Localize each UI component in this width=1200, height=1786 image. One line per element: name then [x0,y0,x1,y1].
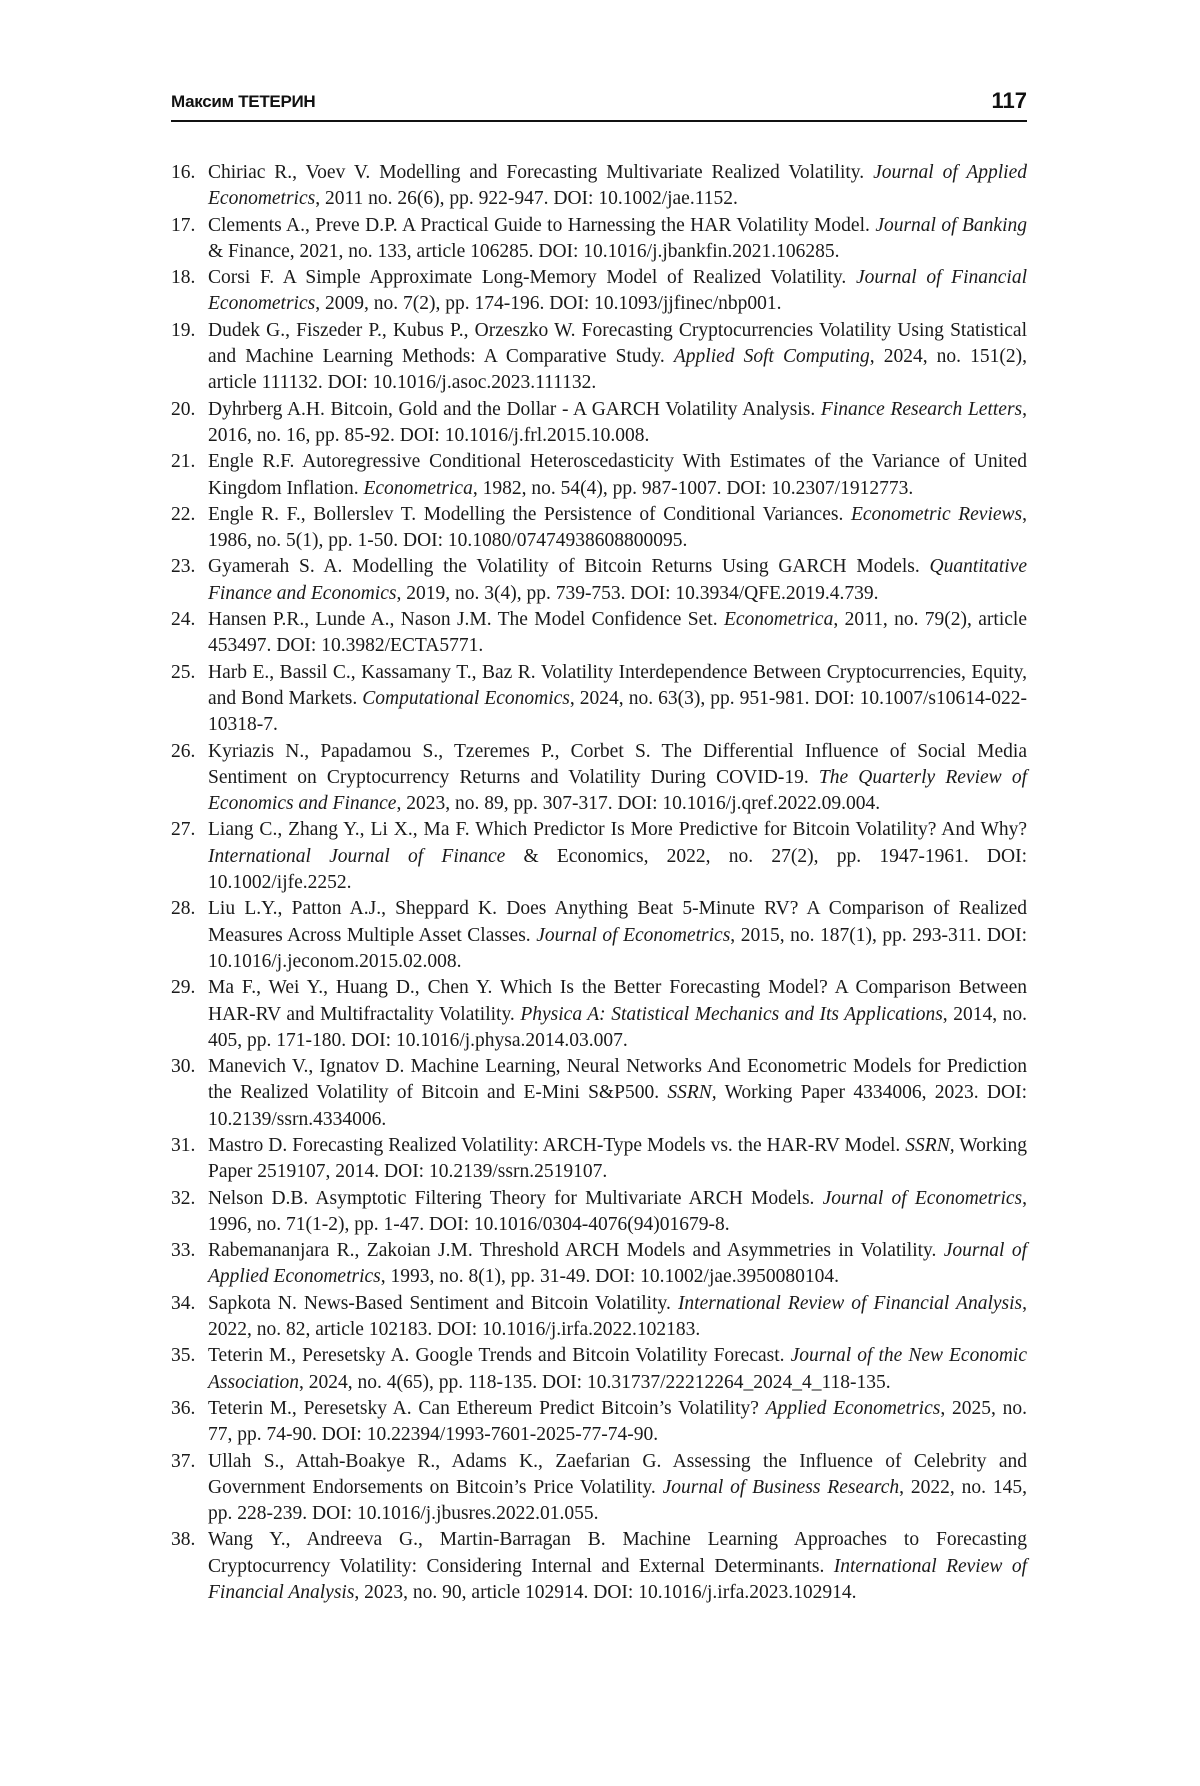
reference-text [208,397,1027,450]
reference-text [208,1449,1027,1528]
reference-text [208,607,1027,660]
reference-number: 33. [171,1238,208,1291]
reference-details: , 2024, no. 63(3), pp. 951-981. DOI: 10.1007/s10614-022-10318-7. [208,688,1027,735]
reference-details: , 2019, no. 3(4), pp. 739-753. DOI: 10.3934/QFE.2019.4.739. [396,583,878,604]
reference-details: , 2014, no. 405, pp. 171-180. DOI: 10.1016/j.physa.2014.03.007. [208,1004,1027,1051]
reference-authors-title: Wang Y., Andreeva G., Martin-Barragan B. Machine Learning Approaches to Forecasting Cryptocurrency Volatility: Considering Internal and External Determinants. [208,1529,1027,1576]
reference-details: , 1993, no. 8(1), pp. 31-49. DOI: 10.1002/jae.3950080104. [381,1266,839,1287]
reference-details: , 2023, no. 90, article 102914. DOI: 10.1016/j.irfa.2023.102914. [354,1582,856,1603]
reference-text [208,739,1027,818]
reference-authors-title: Clements A., Preve D.P. A Practical Guide to Harnessing the HAR Volatility Model. [208,215,875,236]
reference-item [171,817,1027,896]
reference-details: , 2022, no. 82, article 102183. DOI: 10.1016/j.irfa.2022.102183. [208,1293,1027,1340]
reference-text [208,554,1027,607]
reference-number: 17. [171,213,208,266]
reference-authors-title: Ullah S., Attah-Boakye R., Adams K., Zaefarian G. Assessing the Influence of Celebrity and Government Endorsements on Bitcoin’s Price Volatility. [208,1451,1027,1498]
reference-authors-title: Dudek G., Fiszeder P., Kubus P., Orzeszko W. Forecasting Cryptocurrencies Volatility Using Statistical and Machine Learning Methods: A Comparative Study. [208,320,1027,367]
running-head-author: Максим ТЕТЕРИН [171,92,315,112]
reference-source: Applied Econometrics [766,1398,941,1419]
reference-text [208,502,1027,555]
reference-source: Applied Soft Computing [674,346,870,367]
reference-item [171,1527,1027,1606]
reference-details: , 1996, no. 71(1-2), pp. 1-47. DOI: 10.1016/0304-4076(94)01679-8. [208,1188,1027,1235]
reference-authors-title: Sapkota N. News-Based Sentiment and Bitcoin Volatility. [208,1293,678,1314]
reference-text [208,1396,1027,1449]
reference-details: Working Paper 2519107, 2014. DOI: 10.2139/ssrn.2519107. [208,1135,1027,1182]
reference-number: 28. [171,896,208,975]
reference-source: International Review of Financial Analysis [208,1556,1027,1603]
reference-item [171,265,1027,318]
reference-authors-title: Liu L.Y., Patton A.J., Sheppard K. Does Anything Beat 5-Minute RV? A Comparison of Realized Measures Across Multiple Asset Classes. [208,898,1027,945]
reference-number: 23. [171,554,208,607]
reference-item [171,896,1027,975]
reference-text [208,896,1027,975]
reference-text [208,1291,1027,1344]
reference-item [171,213,1027,266]
reference-text [208,213,1027,266]
reference-authors-title: Rabemananjara R., Zakoian J.M. Threshold ARCH Models and Asymmetries in Volatility. [208,1240,944,1261]
reference-details: , 1986, no. 5(1), pp. 1-50. DOI: 10.1080/07474938608800095. [208,504,1027,551]
reference-authors-title: Kyriazis N., Papadamou S., Tzeremes P., Corbet S. The Differential Influence of Social Media Sentiment on Cryptocurrency Returns and Volatility During COVID-19. [208,741,1027,788]
reference-text [208,1527,1027,1606]
reference-number: 36. [171,1396,208,1449]
reference-details: , 2009, no. 7(2), pp. 174-196. DOI: 10.1093/jjfinec/nbp001. [315,293,781,314]
reference-number: 22. [171,502,208,555]
reference-source: Econometric Reviews [851,504,1022,525]
reference-details: , 2024, no. 4(65), pp. 118-135. DOI: 10.31737/22212264_2024_4_118-135. [299,1372,891,1393]
reference-number: 32. [171,1186,208,1239]
reference-text [208,1133,1027,1186]
reference-text [208,1054,1027,1133]
reference-source: International Journal of Finance [208,846,505,867]
reference-text [208,160,1027,213]
reference-source: Journal of Applied Econometrics [208,162,1027,209]
reference-source: Journal of the New Economic Association [208,1345,1027,1392]
reference-authors-title: Harb E., Bassil C., Kassamany T., Baz R. Volatility Interdependence Between Cryptocurrencies, Equity, and Bond Markets. [208,662,1027,709]
reference-item [171,607,1027,660]
reference-item [171,975,1027,1054]
reference-authors-title: Engle R. F., Bollerslev T. Modelling the Persistence of Conditional Variances. [208,504,851,525]
reference-source: SSRN, [905,1135,954,1156]
reference-authors-title: Teterin M., Peresetsky A. Google Trends and Bitcoin Volatility Forecast. [208,1345,791,1366]
reference-number: 18. [171,265,208,318]
reference-number: 21. [171,449,208,502]
reference-text [208,817,1027,896]
reference-authors-title: Corsi F. A Simple Approximate Long-Memory Model of Realized Volatility. [208,267,856,288]
reference-item [171,1054,1027,1133]
reference-item [171,318,1027,397]
reference-text [208,318,1027,397]
reference-item [171,502,1027,555]
reference-item [171,660,1027,739]
reference-details: Working Paper 4334006, 2023. DOI: 10.2139/ssrn.4334006. [208,1082,1027,1129]
reference-item [171,554,1027,607]
reference-source: Journal of Banking [875,215,1027,236]
reference-authors-title: Chiriac R., Voev V. Modelling and Forecasting Multivariate Realized Volatility. [208,162,873,183]
page-number: 117 [992,88,1028,114]
reference-number: 24. [171,607,208,660]
reference-source: Quantitative Finance and Economics [208,556,1027,603]
reference-item [171,739,1027,818]
reference-authors-title: Hansen P.R., Lunde A., Nason J.M. The Model Confidence Set. [208,609,724,630]
reference-details: & Finance, 2021, no. 133, article 106285. DOI: 10.1016/j.jbankfin.2021.106285. [208,241,840,262]
reference-details: , 1982, no. 54(4), pp. 987-1007. DOI: 10.2307/1912773. [473,478,913,499]
reference-item [171,1449,1027,1528]
reference-item [171,1186,1027,1239]
reference-number: 19. [171,318,208,397]
reference-source: Journal of Financial Econometrics [208,267,1027,314]
reference-number: 29. [171,975,208,1054]
reference-number: 25. [171,660,208,739]
reference-details: , 2023, no. 89, pp. 307-317. DOI: 10.1016/j.qref.2022.09.004. [396,793,880,814]
reference-item [171,1396,1027,1449]
page-header [171,88,1027,122]
reference-authors-title: Teterin M., Peresetsky A. Can Ethereum Predict Bitcoin’s Volatility? [208,1398,766,1419]
reference-source: The Quarterly Review of Economics and Finance [208,767,1027,814]
reference-number: 16. [171,160,208,213]
reference-details: , 2025, no. 77, pp. 74-90. DOI: 10.22394/1993-7601-2025-77-74-90. [208,1398,1027,1445]
reference-item [171,1343,1027,1396]
reference-authors-title: Gyamerah S. A. Modelling the Volatility of Bitcoin Returns Using GARCH Models. [208,556,930,577]
reference-number: 26. [171,739,208,818]
reference-details: , 2011 no. 26(6), pp. 922-947. DOI: 10.1002/jae.1152. [315,188,738,209]
reference-text [208,1186,1027,1239]
reference-authors-title: Liang C., Zhang Y., Li X., Ma F. Which Predictor Is More Predictive for Bitcoin Volatility? And Why? [208,819,1027,840]
reference-authors-title: Engle R.F. Autoregressive Conditional Heteroscedasticity With Estimates of the Variance of United Kingdom Inflation. [208,451,1027,498]
reference-text [208,1238,1027,1291]
reference-text [208,449,1027,502]
reference-source: SSRN, [667,1082,716,1103]
reference-authors-title: Dyhrberg A.H. Bitcoin, Gold and the Dollar - A GARCH Volatility Analysis. [208,399,821,420]
reference-text [208,660,1027,739]
reference-item [171,397,1027,450]
reference-number: 37. [171,1449,208,1528]
reference-number: 35. [171,1343,208,1396]
reference-source: International Review of Financial Analysis [678,1293,1022,1314]
reference-source: Journal of Econometrics [823,1188,1022,1209]
reference-source: Physica A: Statistical Mechanics and Its Applications [520,1004,942,1025]
reference-list [171,160,1027,1606]
reference-item [171,1133,1027,1186]
reference-source: Econometrica [724,609,833,630]
reference-details: , 2024, no. 151(2), article 111132. DOI: 10.1016/j.asoc.2023.111132. [208,346,1027,393]
reference-details: , 2015, no. 187(1), pp. 293-311. DOI: 10.1016/j.jeconom.2015.02.008. [208,925,1027,972]
reference-source: Journal of Econometrics [536,925,730,946]
reference-authors-title: Manevich V., Ignatov D. Machine Learning, Neural Networks And Econometric Models for Prediction the Realized Volatility of Bitcoin and E-Mini S&P500. [208,1056,1027,1103]
reference-number: 30. [171,1054,208,1133]
reference-item [171,1238,1027,1291]
reference-source: Journal of Applied Econometrics [208,1240,1027,1287]
reference-details: , 2016, no. 16, pp. 85-92. DOI: 10.1016/j.frl.2015.10.008. [208,399,1027,446]
reference-source: Econometrica [363,478,472,499]
reference-number: 20. [171,397,208,450]
reference-source: Journal of Business Research [663,1477,900,1498]
reference-details: & Economics, 2022, no. 27(2), pp. 1947-1961. DOI: 10.1002/ijfe.2252. [208,846,1027,893]
reference-text [208,975,1027,1054]
reference-source: Computational Economics [362,688,570,709]
reference-source: Finance Research Letters [821,399,1022,420]
reference-authors-title: Ma F., Wei Y., Huang D., Chen Y. Which Is the Better Forecasting Model? A Comparison Between HAR-RV and Multifractality Volatility. [208,977,1027,1024]
reference-details: , 2022, no. 145, pp. 228-239. DOI: 10.1016/j.jbusres.2022.01.055. [208,1477,1027,1524]
reference-item [171,160,1027,213]
reference-number: 27. [171,817,208,896]
reference-number: 38. [171,1527,208,1606]
reference-authors-title: Nelson D.B. Asymptotic Filtering Theory for Multivariate ARCH Models. [208,1188,823,1209]
reference-authors-title: Mastro D. Forecasting Realized Volatility: ARCH-Type Models vs. the HAR-RV Model. [208,1135,905,1156]
reference-details: , 2011, no. 79(2), article 453497. DOI: 10.3982/ECTA5771. [208,609,1027,656]
reference-number: 34. [171,1291,208,1344]
reference-text [208,1343,1027,1396]
reference-item [171,449,1027,502]
reference-item [171,1291,1027,1344]
reference-text [208,265,1027,318]
reference-number: 31. [171,1133,208,1186]
